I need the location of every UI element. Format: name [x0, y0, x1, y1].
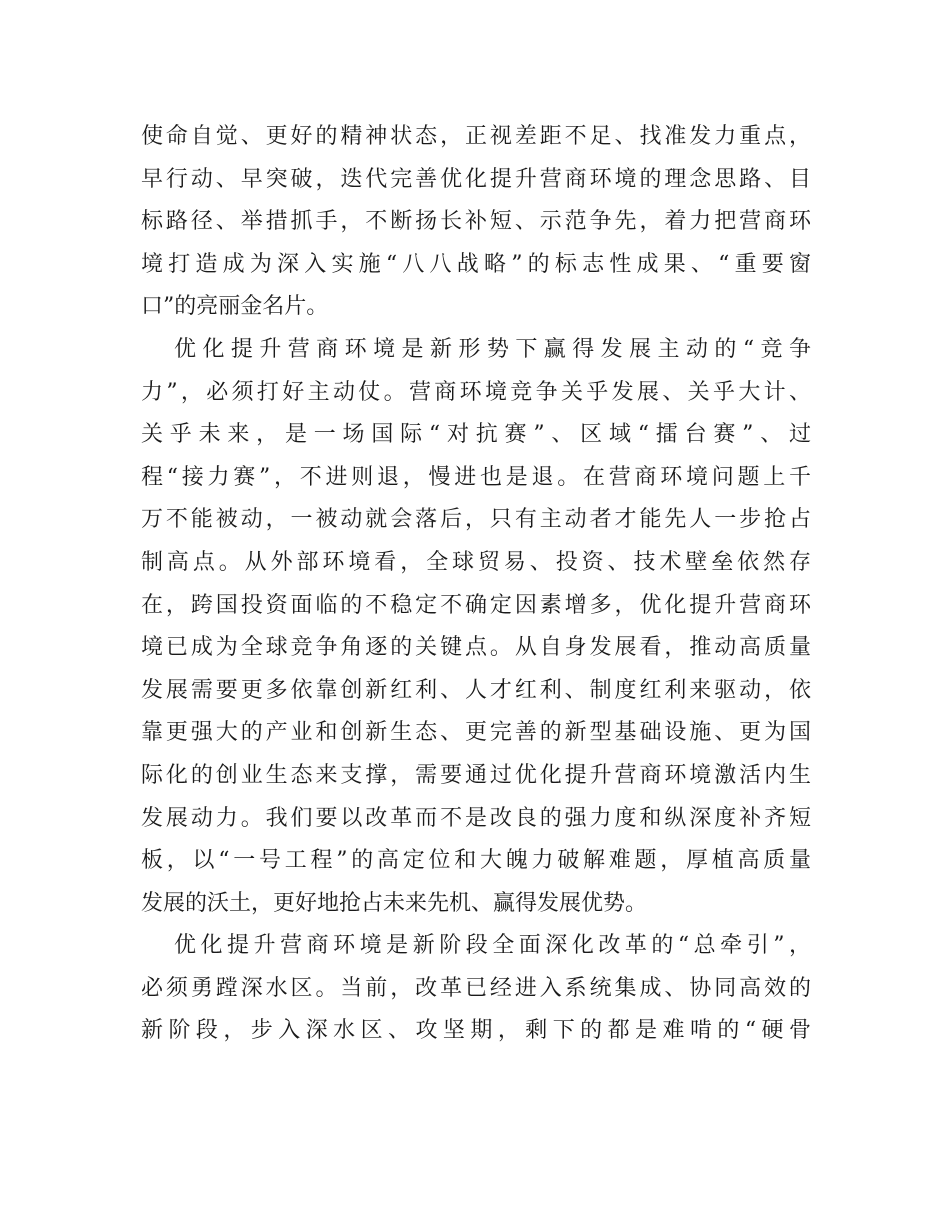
text-line: 境打造成为深入实施“八八战略”的标志性成果、“重要窗 [141, 251, 811, 277]
text-line: 口”的亮丽金名片。 [141, 294, 329, 320]
text-line: 发展需要更多依靠创新红利、人才红利、制度红利来驱动，依 [141, 677, 811, 703]
text-line: 制高点。从外部环境看，全球贸易、投资、技术壁垒依然存 [141, 549, 811, 575]
text-line: 发展动力。我们要以改革而不是改良的强力度和纵深度补齐短 [141, 805, 811, 831]
text-line: 力”，必须打好主动仗。营商环境竞争关乎发展、关乎大计、 [141, 379, 811, 405]
text-line: 万不能被动，一被动就会落后，只有主动者才能先人一步抢占 [141, 507, 811, 533]
text-line: 标路径、举措抓手，不断扬长补短、示范争先，着力把营商环 [141, 209, 811, 235]
text-line: 关乎未来，是一场国际“对抗赛”、区域“擂台赛”、过 [141, 422, 811, 448]
text-line: 在，跨国投资面临的不稳定不确定因素增多，优化提升营商环 [141, 592, 811, 618]
text-line: 程“接力赛”，不进则退，慢进也是退。在营商环境问题上千 [141, 464, 811, 490]
text-line: 靠更强大的产业和创新生态、更完善的新型基础设施、更为国 [141, 720, 811, 746]
paragraph-first-line: 优化提升营商环境是新阶段全面深化改革的“总牵引”， [174, 933, 811, 959]
text-line: 必须勇蹚深水区。当前，改革已经进入系统集成、协同高效的 [141, 975, 811, 1001]
paragraph-first-line: 优化提升营商环境是新形势下赢得发展主动的“竞争 [174, 336, 811, 362]
text-line: 新阶段，步入深水区、攻坚期，剩下的都是难啃的“硬骨 [141, 1018, 811, 1044]
text-line: 境已成为全球竞争角逐的关键点。从自身发展看，推动高质量 [141, 635, 811, 661]
text-line: 发展的沃土，更好地抢占未来先机、赢得发展优势。 [141, 890, 648, 916]
text-line: 使命自觉、更好的精神状态，正视差距不足、找准发力重点， [141, 124, 811, 149]
text-line: 板，以“一号工程”的高定位和大魄力破解难题，厚植高质量 [141, 848, 811, 874]
text-line: 早行动、早突破，迭代完善优化提升营商环境的理念思路、目 [141, 166, 811, 192]
text-line: 际化的创业生态来支撑，需要通过优化提升营商环境激活内生 [141, 762, 811, 788]
document-body [141, 120, 811, 1057]
